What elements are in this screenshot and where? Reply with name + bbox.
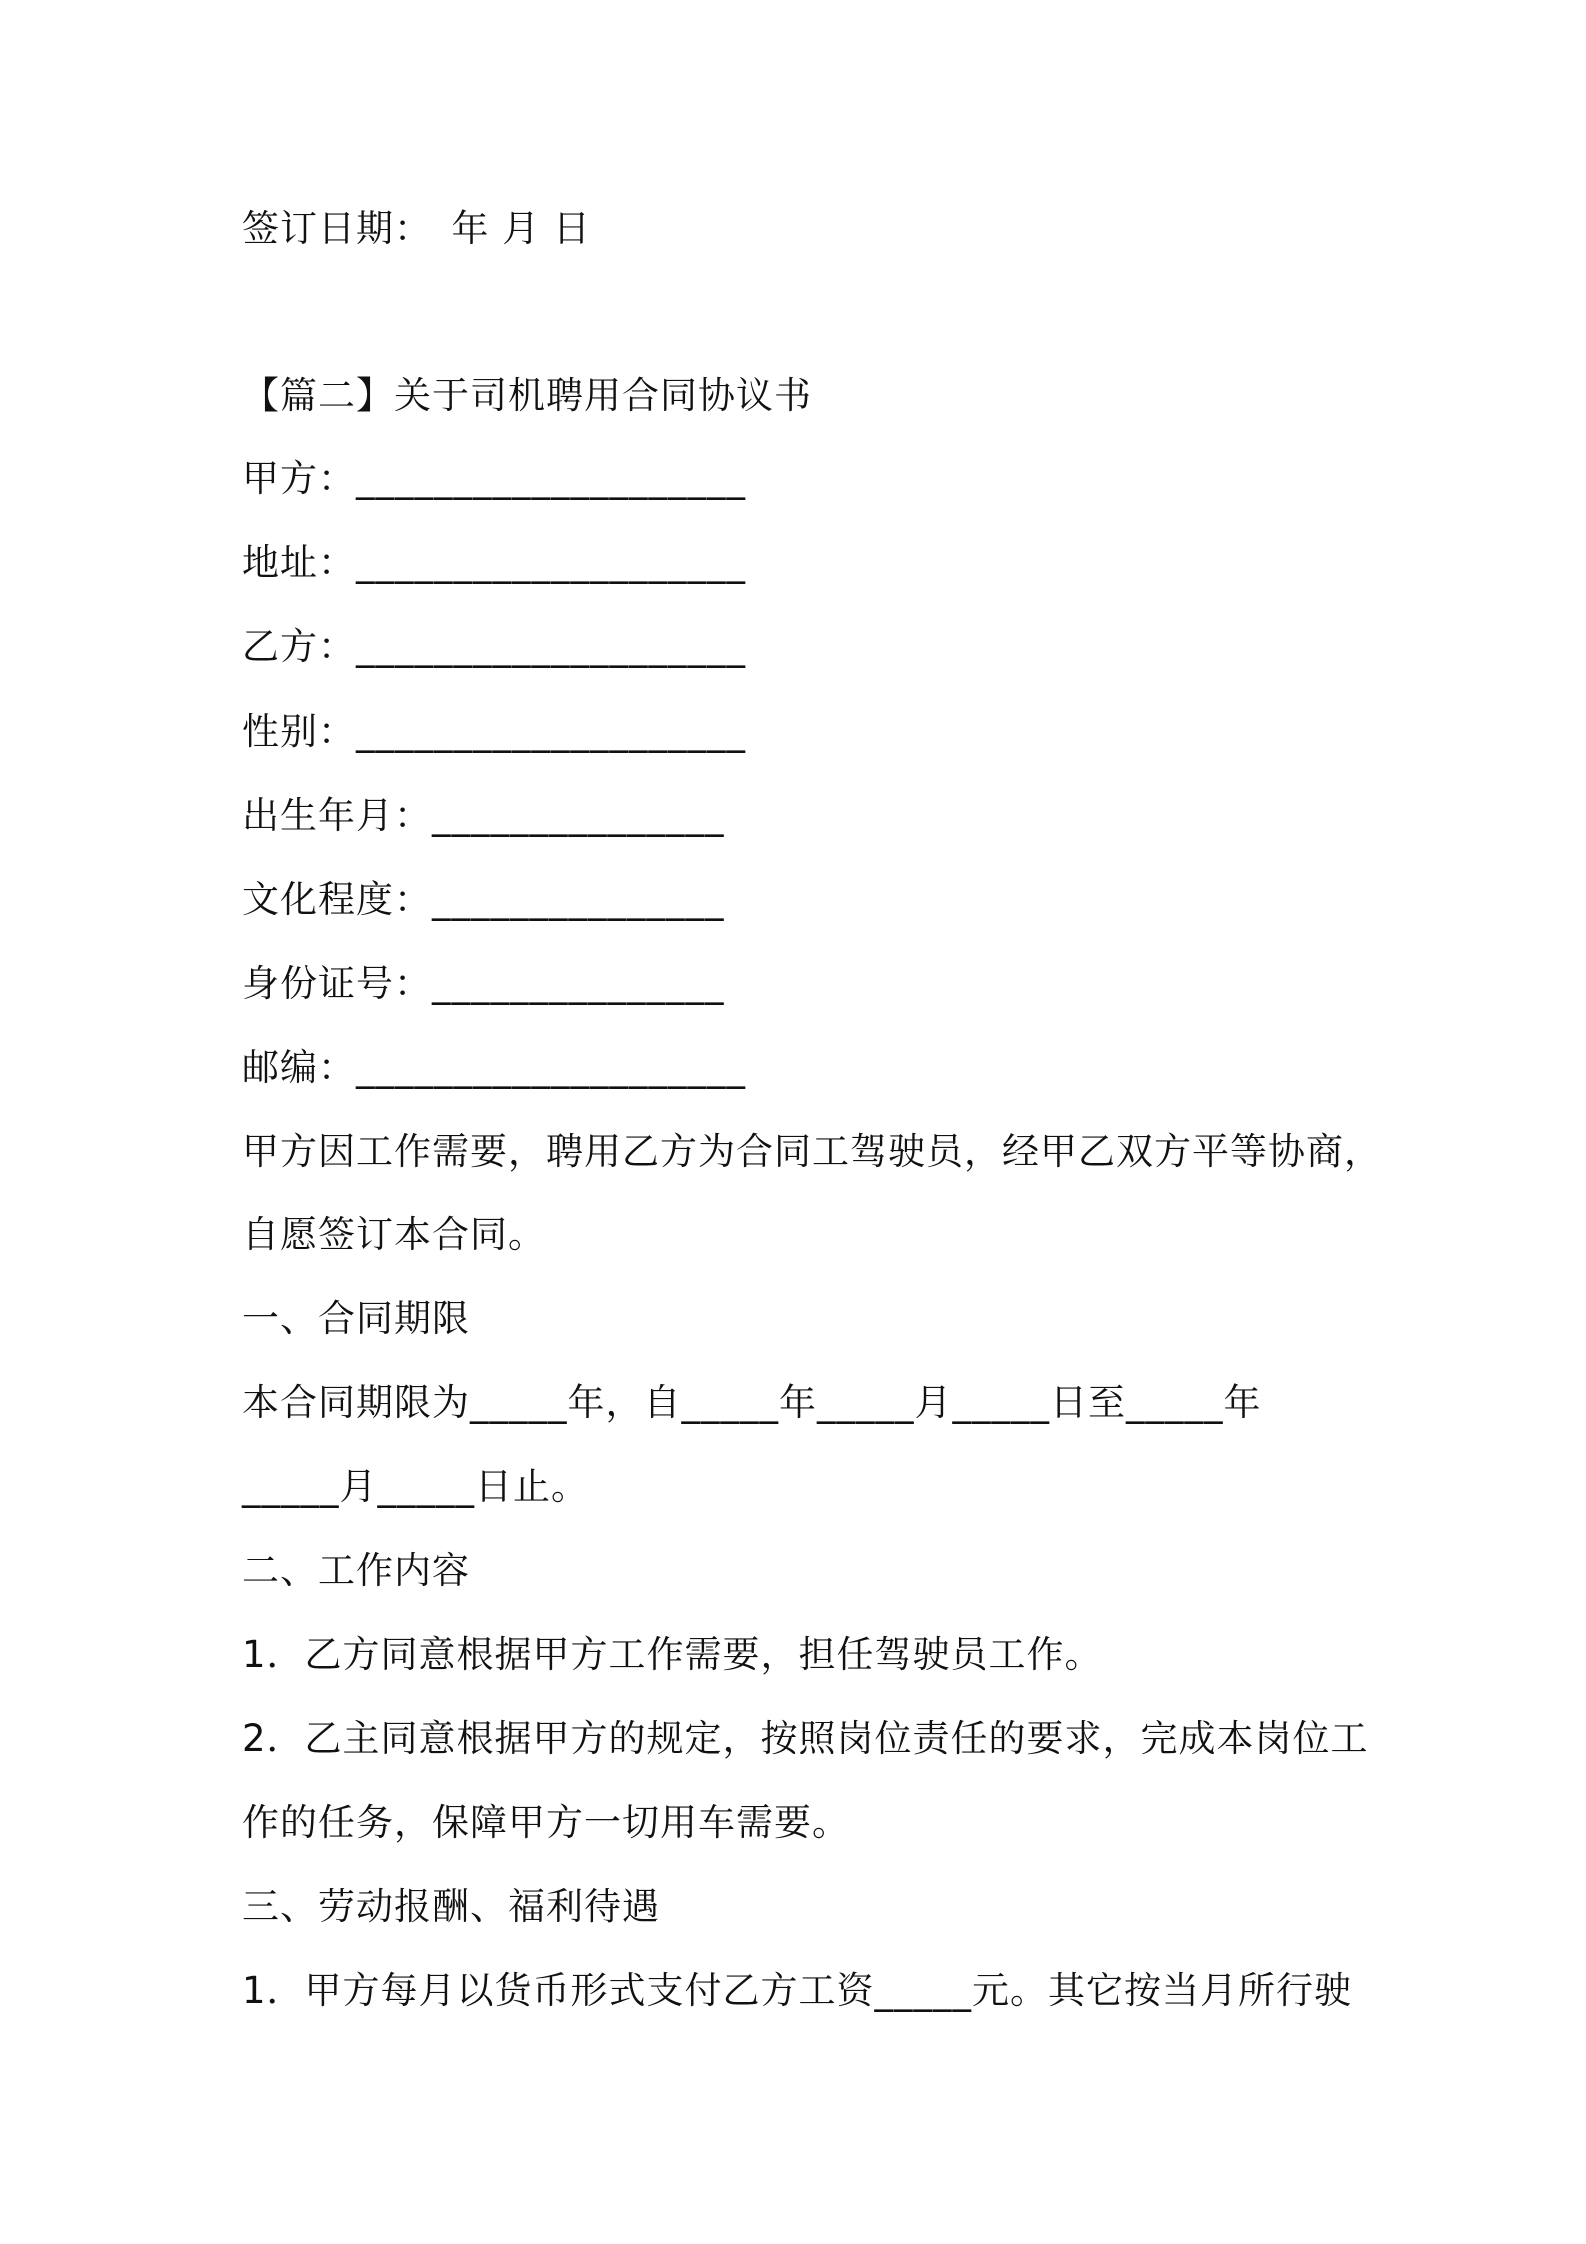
paragraph-intro-1: 甲方因工作需要，聘用乙方为合同工驾驶员，经甲乙双方平等协商， [242,1130,1382,1173]
paragraph-term-1: 本合同期限为_____年，自_____年_____月_____日至_____年 [242,1381,1262,1424]
field-postcode: 邮编：____________________ [242,1046,746,1089]
paragraph-remuneration-1: 1．甲方每月以货币形式支付乙方工资_____元。其它按当月所行驶 [242,1969,1353,2012]
field-party-b: 乙方：____________________ [242,625,746,668]
field-gender: 性别：____________________ [242,710,746,753]
field-birth-date: 出生年月：_______________ [242,794,725,837]
paragraph-intro-2: 自愿签订本合同。 [242,1213,546,1256]
signing-date: 签订日期： 年 月 日 [242,207,592,250]
field-education: 文化程度：_______________ [242,878,725,921]
field-party-a: 甲方：____________________ [242,457,746,500]
paragraph-work-1: 1．乙方同意根据甲方工作需要，担任驾驶员工作。 [242,1633,1103,1676]
paragraph-work-2b: 作的任务，保障甲方一切用车需要。 [242,1801,850,1844]
heading-contract-term: 一、合同期限 [242,1297,470,1340]
paragraph-work-2a: 2．乙主同意根据甲方的规定，按照岗位责任的要求，完成本岗位工 [242,1717,1369,1760]
section-title: 【篇二】关于司机聘用合同协议书 [242,374,812,417]
heading-work-content: 二、工作内容 [242,1549,470,1592]
heading-remuneration: 三、劳动报酬、福利待遇 [242,1885,660,1928]
field-address: 地址：____________________ [242,541,746,584]
paragraph-term-2: _____月_____日止。 [242,1465,589,1508]
field-id-number: 身份证号：_______________ [242,962,725,1005]
